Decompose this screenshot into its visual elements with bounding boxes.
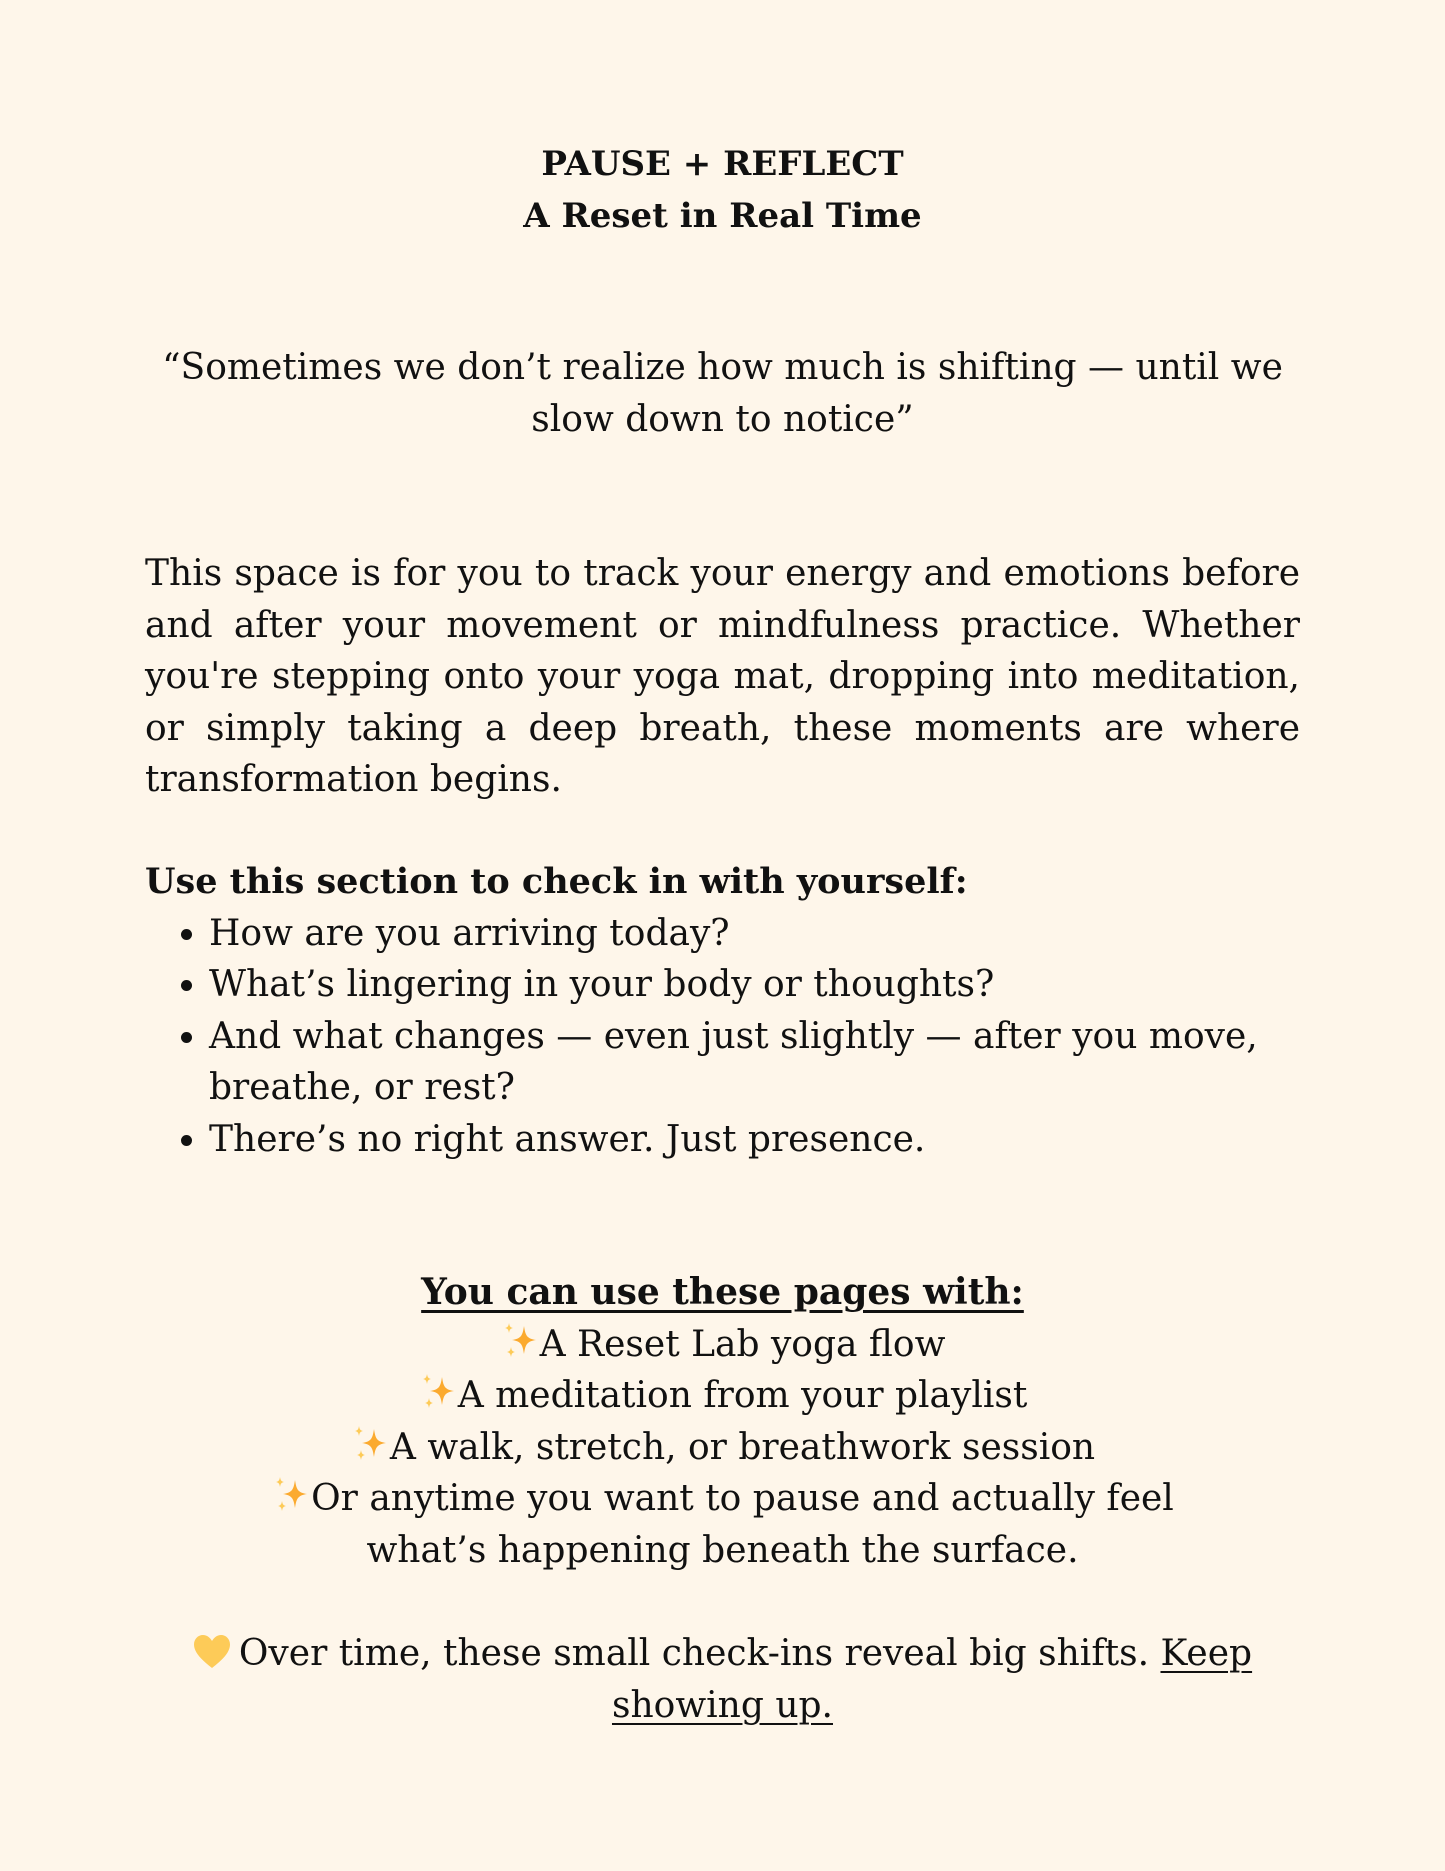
page-subtitle: A Reset in Real Time — [523, 196, 922, 236]
closing-line — [145, 1628, 1300, 1731]
uses-heading: You can use these pages with: — [421, 1271, 1024, 1313]
uses-item-label: A Reset Lab yoga flow — [539, 1323, 946, 1365]
uses-item-label: Or anytime you want to pause and actually feel what’s happening beneath the surface. — [311, 1478, 1174, 1571]
keep-showing-up-link[interactable]: Keep showing up. — [611, 1633, 1253, 1726]
sparkles-icon — [350, 1423, 390, 1463]
content — [145, 138, 1300, 1731]
page-title: PAUSE + REFLECT — [541, 144, 904, 184]
checkin-heading: Use this section to check in with yourself: — [145, 860, 968, 902]
sparkles-icon — [500, 1320, 540, 1360]
sparkles-icon — [271, 1474, 311, 1514]
title-block — [145, 138, 1300, 242]
list-item: • And what changes — even just slightly — after you move, breathe, or rest? — [209, 1011, 1300, 1114]
list-item: • How are you arriving today? — [209, 908, 1300, 960]
uses-item-label: A walk, stretch, or breathwork session — [389, 1426, 1096, 1468]
yellow-heart-icon — [193, 1634, 231, 1670]
uses-section — [145, 1267, 1300, 1576]
list-item: • There’s no right answer. Just presence. — [209, 1114, 1300, 1166]
checkin-list — [145, 908, 1300, 1166]
uses-item — [145, 1422, 1300, 1474]
sparkles-icon — [418, 1371, 458, 1411]
list-item: • What’s lingering in your body or thoughts? — [209, 959, 1300, 1011]
uses-item — [145, 1370, 1300, 1422]
uses-item — [145, 1473, 1300, 1576]
closing-text: Over time, these small check-ins reveal big shifts. — [238, 1633, 1150, 1674]
uses-item — [145, 1319, 1300, 1371]
uses-item-label: A meditation from your playlist — [457, 1375, 1028, 1416]
intro-paragraph: This space is for you to track your energy and emotions before and after your movement or mindfulness practice. Whether you're stepping onto your yoga mat, dropping into meditation, or simply taking a deep breath, these moments are where transformation begins. — [145, 553, 1300, 800]
quote: “Sometimes we don’t realize how much is shifting — until we slow down to notice” — [162, 347, 1283, 440]
